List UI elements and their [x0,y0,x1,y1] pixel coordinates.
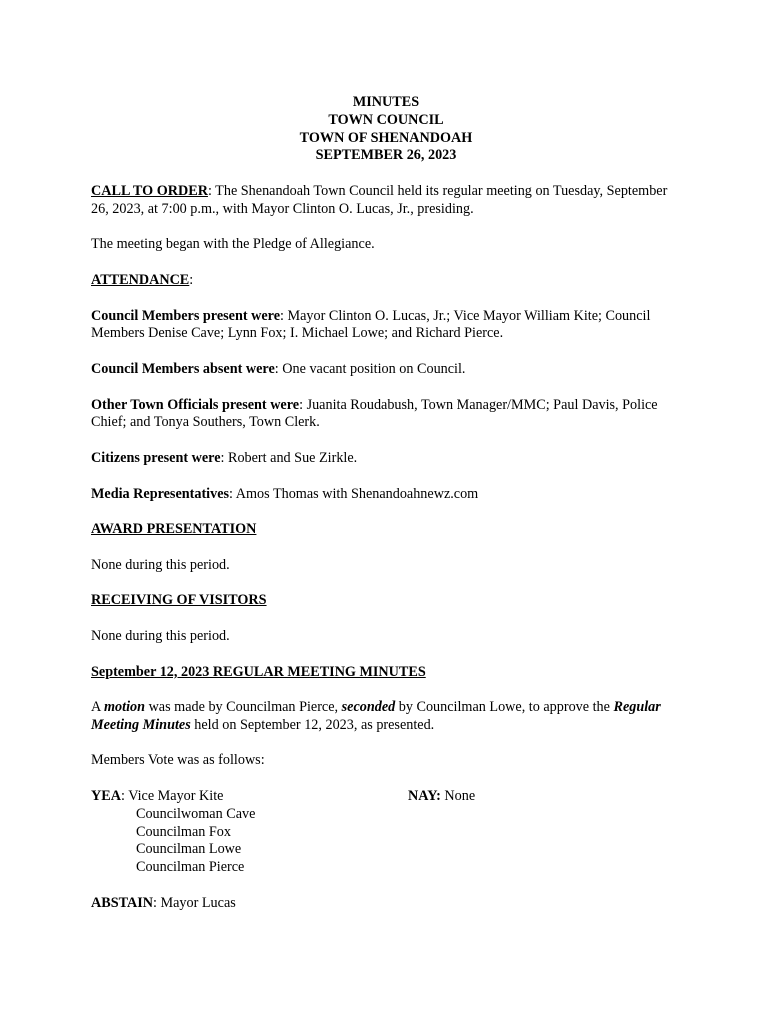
citizens-paragraph [91,450,681,468]
officials-text: : Juanita Roudabush, Town Manager/MMC; Paul Davis, Police Chief; and Tonya Southers, Town Clerk. [91,396,658,431]
citizens-text: : Robert and Sue Zirkle. [220,449,358,466]
members-present-paragraph [91,308,681,344]
members-absent-label: Council Members absent were [91,360,275,377]
yea-voter: Councilwoman Cave [136,805,256,822]
abstain-text: : Mayor Lucas [153,894,236,911]
visitors-text: None during this period. [91,627,230,644]
motion-text-3: held on September 12, 2023, as presented. [190,716,435,733]
yea-votes [91,788,255,877]
award-heading: AWARD PRESENTATION [91,521,257,538]
document-title [91,94,681,165]
attendance-colon: : [189,271,194,288]
attendance-heading-line [91,272,681,290]
yea-voter: Councilman Pierce [136,859,245,876]
members-absent-paragraph [91,361,681,379]
officials-label: Other Town Officials present were [91,396,300,413]
motion-word: motion [104,699,146,716]
vote-block [91,788,681,877]
minutes-heading-line [91,664,681,682]
yea-voter: Councilman Lowe [136,841,242,858]
yea-voter: Councilman Fox [136,823,231,840]
motion-paragraph [91,699,681,735]
officials-paragraph [91,397,681,433]
yea-label: YEA [91,788,121,805]
media-label: Media Representatives [91,485,230,502]
motion-text-1: was made by Councilman Pierce, [145,699,342,716]
attendance-heading: ATTENDANCE [91,271,190,288]
seconded-word: seconded [341,699,396,716]
nay-text: None [440,788,476,805]
motion-text-2: by Councilman Lowe, to approve the [395,699,614,716]
nay-label: NAY: [408,788,441,805]
yea-first-line [91,788,223,804]
nay-votes [408,788,475,806]
title-line-date: SEPTEMBER 26, 2023 [315,147,457,164]
yea-first-voter: : Vice Mayor Kite [120,788,224,805]
minutes-heading: September 12, 2023 REGULAR MEETING MINUTES [91,663,426,680]
document-body [91,94,681,913]
media-text: : Amos Thomas with Shenandoahnewz.com [229,485,479,502]
members-absent-text: : One vacant position on Council. [274,360,466,377]
pledge-paragraph: The meeting began with the Pledge of Allegiance. [91,236,375,253]
title-line-town: TOWN OF SHENANDOAH [299,129,473,146]
award-text: None during this period. [91,556,230,573]
citizens-label: Citizens present were [91,449,221,466]
visitors-heading: RECEIVING OF VISITORS [91,592,267,609]
members-present-label: Council Members present were [91,307,280,324]
call-to-order-text: : The Shenandoah Town Council held its regular meeting on Tuesday, September 26, 2023, at 7:00 p.m., with Mayor Clinton O. Lucas, Jr., presiding. [91,182,668,217]
vote-intro: Members Vote was as follows: [91,752,265,769]
call-to-order-heading: CALL TO ORDER [91,182,208,199]
abstain-line [91,895,681,913]
regular-meeting-minutes-term: Regular Meeting Minutes [91,699,661,733]
title-line-minutes: MINUTES [352,94,420,110]
call-to-order-paragraph [91,183,681,219]
abstain-label: ABSTAIN [91,894,154,911]
members-present-text: : Mayor Clinton O. Lucas, Jr.; Vice Mayor William Kite; Council Members Denise Cave; Lynn Fox; I. Michael Lowe; and Richard Pierce. [91,307,651,342]
visitors-heading-line [91,592,681,610]
award-heading-line [91,521,681,539]
media-paragraph [91,486,681,504]
title-line-council: TOWN COUNCIL [328,111,444,128]
motion-article: A [91,699,105,716]
